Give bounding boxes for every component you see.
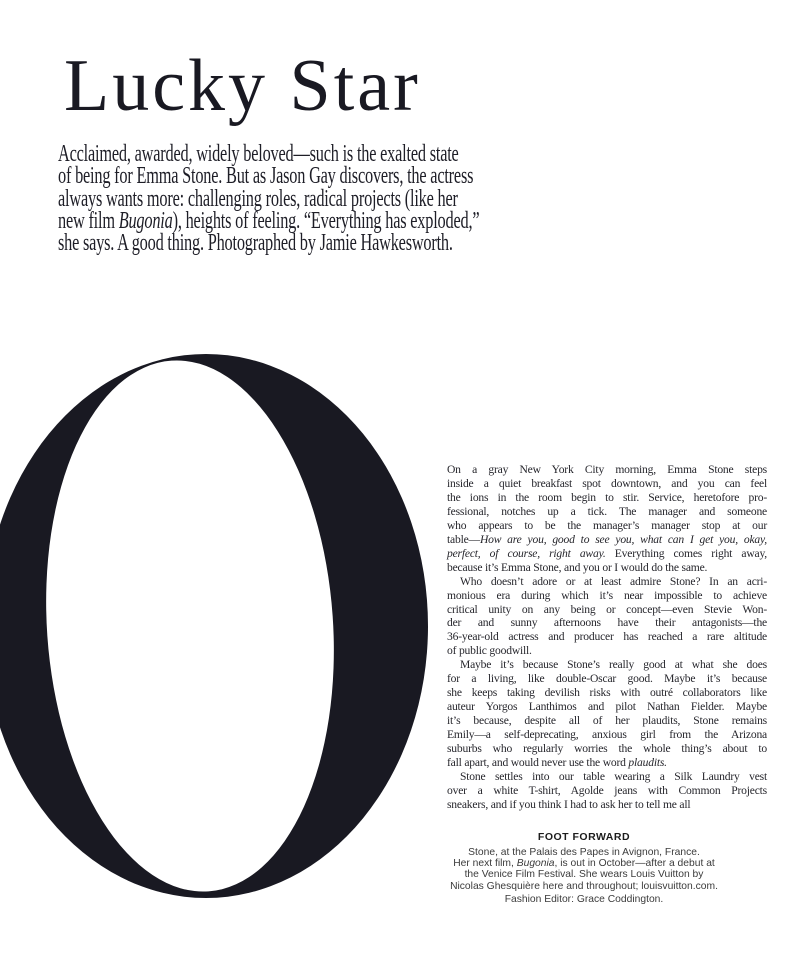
text-run: the Venice Film Festival. She wears Louis Vuitton by <box>464 869 704 881</box>
text-run: Stone, at the Palais des Papes in Avignon, France. <box>468 847 700 858</box>
paragraph <box>447 658 767 770</box>
text-run: sneakers, and if you think I had to ask her to tell me all <box>447 797 691 811</box>
text-run: table— <box>447 532 480 546</box>
text-run: der and sunny afternoons have their antagonists—the <box>447 616 767 630</box>
paragraph <box>447 770 767 812</box>
photo-caption <box>434 832 734 905</box>
text-line <box>447 547 767 561</box>
text-run: fall apart, and would never use the word <box>447 756 629 770</box>
article-deck <box>58 141 480 257</box>
text-line <box>434 847 734 858</box>
text-line <box>447 658 767 672</box>
text-run: always wants more: challenging roles, radical projects (like her <box>58 185 458 212</box>
text-run: critical unity on any being or concept—even Stevie Won- <box>447 602 767 616</box>
text-run: of being for Emma Stone. But as Jason Gay discovers, the actress <box>58 163 474 190</box>
text-line <box>447 714 767 728</box>
text-line <box>447 784 767 798</box>
text-line <box>447 603 767 617</box>
text-run: fessional, notches up a tick. The manager and someone <box>447 504 767 518</box>
text-line <box>447 630 767 644</box>
caption-text <box>434 847 734 892</box>
text-line <box>447 798 767 812</box>
text-line <box>447 686 767 700</box>
text-run: for a living, like double-Oscar good. Maybe it’s because <box>447 672 767 686</box>
text-line <box>447 770 767 784</box>
text-line <box>447 728 767 742</box>
caption-credit: Fashion Editor: Grace Coddington. <box>504 893 664 905</box>
text-run: Everything comes right away, <box>605 546 767 560</box>
text-line <box>447 616 767 630</box>
text-line <box>447 561 767 575</box>
text-line <box>447 756 767 770</box>
text-run: Her next film, <box>453 858 517 870</box>
text-run: inside a quiet breakfast spot downtown, and you can feel <box>447 476 767 490</box>
dropcap-letter-o <box>0 354 428 898</box>
text-run: monious era during which it’s near impossible to achieve <box>447 588 767 602</box>
text-run: Nicolas Ghesquière here and throughout; louisvuitton.com. <box>450 880 718 892</box>
text-line <box>447 477 767 491</box>
text-line <box>58 143 479 165</box>
article-title: Lucky Star <box>64 45 421 127</box>
text-run: 36-year-old actress and producer has reached a rare altitude <box>447 630 767 644</box>
text-run: Emily—a self-deprecating, anxious girl from the Arizona <box>447 728 767 742</box>
text-run: new film <box>58 207 119 234</box>
text-run: On a gray New York City morning, Emma Stone steps <box>447 463 767 476</box>
text-run: Stone settles into our table wearing a Silk Laundry vest <box>460 769 767 783</box>
italic-run: plaudits. <box>628 756 667 770</box>
text-line <box>447 644 767 658</box>
text-line <box>447 589 767 603</box>
text-run: she keeps taking devilish risks with outré collaborators like <box>447 686 767 700</box>
text-run: Acclaimed, awarded, widely beloved—such is the exalted state <box>58 141 459 167</box>
text-run: ), heights of feeling. “Everything has exploded,” <box>172 207 480 234</box>
text-line <box>447 463 767 477</box>
text-run: auteur Yorgos Lanthimos and pilot Nathan Fielder. Maybe <box>447 700 767 714</box>
text-run: because it’s Emma Stone, and you or I would do the same. <box>447 560 708 574</box>
text-line <box>447 505 767 519</box>
text-line <box>447 575 767 589</box>
text-line <box>58 185 479 212</box>
text-run: who appears to be the manager’s manager stop at our <box>447 518 767 532</box>
caption-heading: FOOT FORWARD <box>537 831 631 843</box>
article-body <box>447 463 767 812</box>
text-run: Who doesn’t adore or at least admire Stone? In an acri- <box>460 574 767 588</box>
text-line <box>447 742 767 756</box>
text-run: over a white T-shirt, Agolde jeans with Common Projects <box>447 783 767 797</box>
text-run: , is out in October—after a debut at <box>554 858 715 870</box>
paragraph <box>447 463 767 575</box>
text-line <box>447 672 767 686</box>
text-line <box>447 519 767 533</box>
text-line <box>434 869 734 880</box>
text-run: Maybe it’s because Stone’s really good at what she does <box>460 658 767 672</box>
text-line <box>58 230 479 257</box>
text-line <box>447 533 767 547</box>
text-line <box>447 491 767 505</box>
text-run: she says. A good thing. Photographed by Jamie Hawkesworth. <box>58 230 453 257</box>
text-line <box>434 858 734 869</box>
paragraph <box>447 575 767 659</box>
italic-run: Bugonia <box>118 207 173 234</box>
text-line <box>447 700 767 714</box>
italic-run: perfect, of course, right away. <box>447 546 606 560</box>
italic-run: How are you, good to see you, what can I get you, okay, <box>479 532 767 546</box>
text-line <box>58 207 480 234</box>
text-line <box>434 881 734 892</box>
text-run: of public goodwill. <box>447 644 532 658</box>
text-run: suburbs who regularly worries the whole thing’s about to <box>447 742 767 756</box>
italic-run: Bugonia <box>516 858 555 870</box>
text-run: it’s because, despite all of her plaudits, Stone remains <box>447 714 767 728</box>
text-run: the ions in the room begin to stir. Service, heretofore pro- <box>447 490 767 504</box>
text-line <box>58 163 479 190</box>
